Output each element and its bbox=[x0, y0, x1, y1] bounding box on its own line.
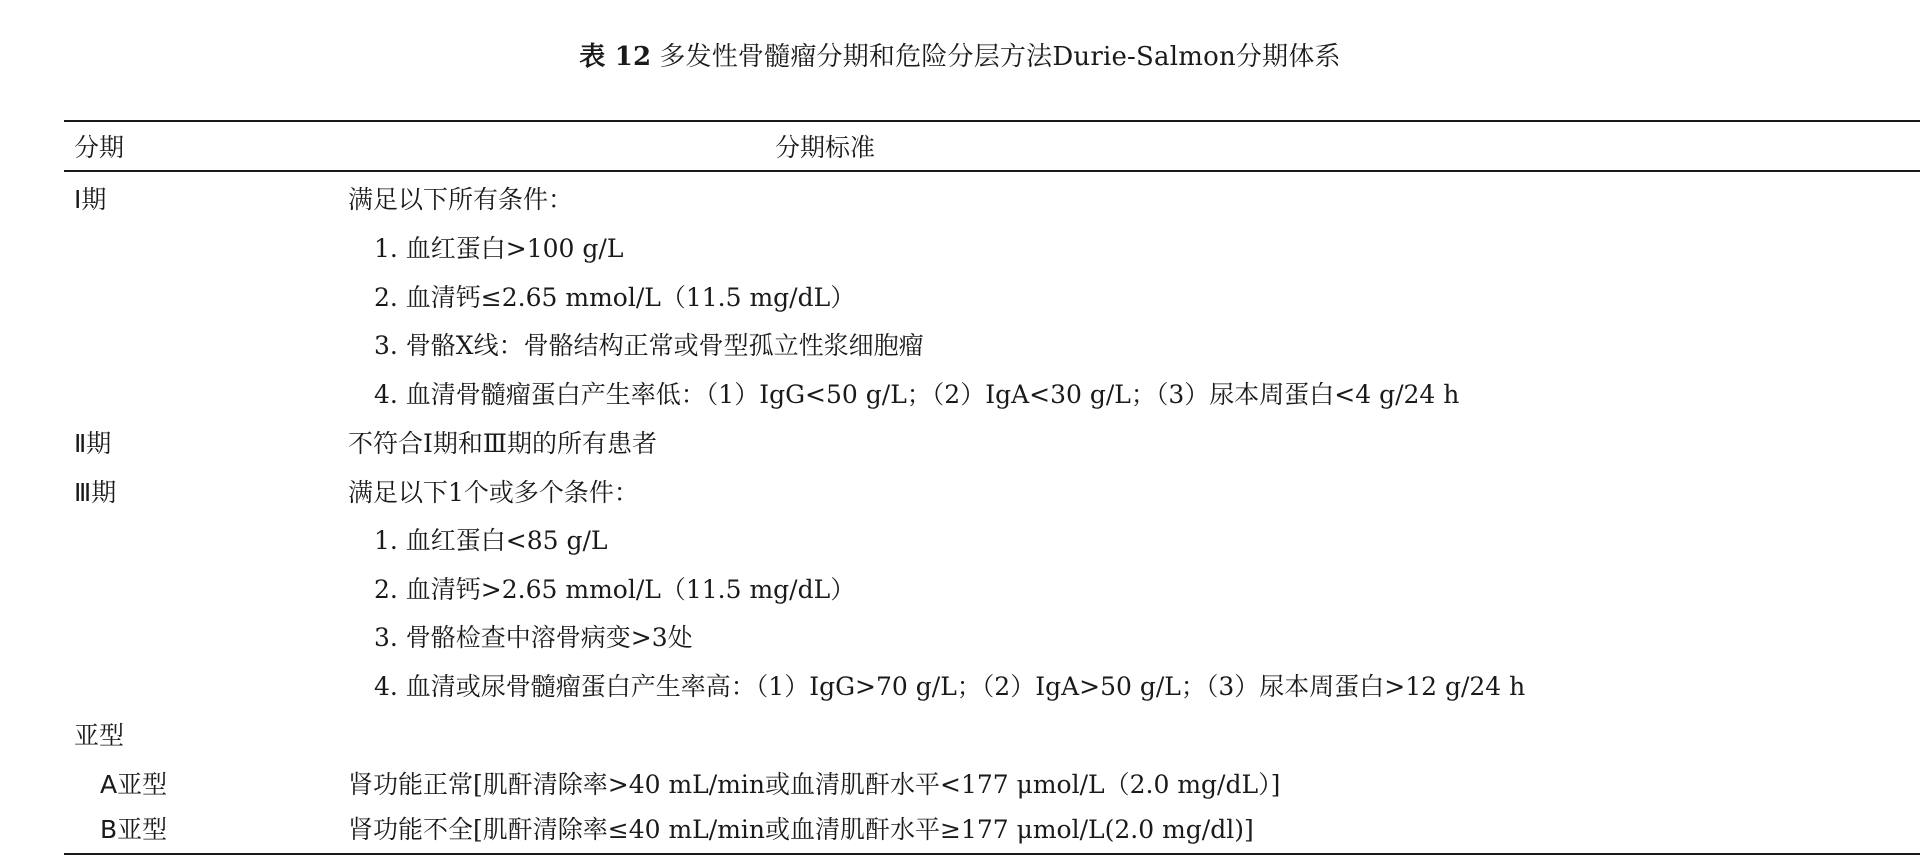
table-row bbox=[0, 810, 1920, 858]
table-row bbox=[0, 375, 1920, 423]
table-row bbox=[0, 473, 1920, 521]
criteria-cell: 不符合Ⅰ期和Ⅲ期的所有患者 bbox=[348, 429, 657, 458]
criteria-cell: 4. 血清骨髓瘤蛋白产生率低：（1）IgG<50 g/L；（2）IgA<30 g/L；（3）尿本周蛋白<4 g/24 h bbox=[374, 380, 1460, 409]
column-header-criteria: 分期标准 bbox=[774, 133, 875, 162]
table-row bbox=[0, 667, 1920, 715]
stage-cell: Ⅰ期 bbox=[74, 185, 107, 214]
criteria-cell: 3. 骨骼检查中溶骨病变>3处 bbox=[374, 623, 693, 652]
criteria-cell: 1. 血红蛋白>100 g/L bbox=[374, 234, 624, 263]
stage-cell: 亚型 bbox=[74, 721, 125, 750]
criteria-cell: 肾功能正常[肌酐清除率>40 mL/min或血清肌酐水平<177 μmol/L（2.0 mg/dL）] bbox=[348, 770, 1281, 799]
stage-cell: Ⅱ期 bbox=[74, 429, 112, 458]
top-rule bbox=[64, 120, 1920, 122]
criteria-cell: 2. 血清钙≤2.65 mmol/L（11.5 mg/dL） bbox=[374, 283, 856, 312]
criteria-cell: 4. 血清或尿骨髓瘤蛋白产生率高：（1）IgG>70 g/L；（2）IgA>50 g/L；（3）尿本周蛋白>12 g/24 h bbox=[374, 672, 1526, 701]
table-row bbox=[0, 278, 1920, 326]
table-row bbox=[0, 180, 1920, 228]
criteria-cell: 1. 血红蛋白<85 g/L bbox=[374, 526, 608, 555]
table-row bbox=[0, 229, 1920, 277]
criteria-cell: 肾功能不全[肌酐清除率≤40 mL/min或血清肌酐水平≥177 μmol/L(2.0 mg/dl)] bbox=[348, 815, 1254, 844]
table-row bbox=[0, 570, 1920, 618]
column-header-stage: 分期 bbox=[74, 133, 125, 162]
table-row bbox=[0, 326, 1920, 374]
criteria-cell: 2. 血清钙>2.65 mmol/L（11.5 mg/dL） bbox=[374, 575, 856, 604]
stage-cell: Ⅲ期 bbox=[74, 478, 117, 507]
table-row bbox=[0, 716, 1920, 764]
table-title bbox=[0, 36, 1920, 73]
table-row bbox=[0, 618, 1920, 666]
criteria-cell: 满足以下1个或多个条件： bbox=[348, 478, 639, 507]
table-row bbox=[0, 521, 1920, 569]
table-number: 表 12 bbox=[579, 42, 652, 72]
table-row bbox=[0, 765, 1920, 813]
table-caption: 多发性骨髓瘤分期和危险分层方法Durie-Salmon分期体系 bbox=[659, 42, 1341, 72]
table-row bbox=[0, 424, 1920, 472]
stage-cell: A亚型 bbox=[100, 770, 168, 799]
criteria-cell: 满足以下所有条件： bbox=[348, 185, 574, 214]
stage-cell: B亚型 bbox=[100, 815, 168, 844]
header-rule bbox=[64, 170, 1920, 172]
bottom-rule bbox=[64, 853, 1920, 855]
criteria-cell: 3. 骨骼X线：骨骼结构正常或骨型孤立性浆细胞瘤 bbox=[374, 331, 924, 360]
